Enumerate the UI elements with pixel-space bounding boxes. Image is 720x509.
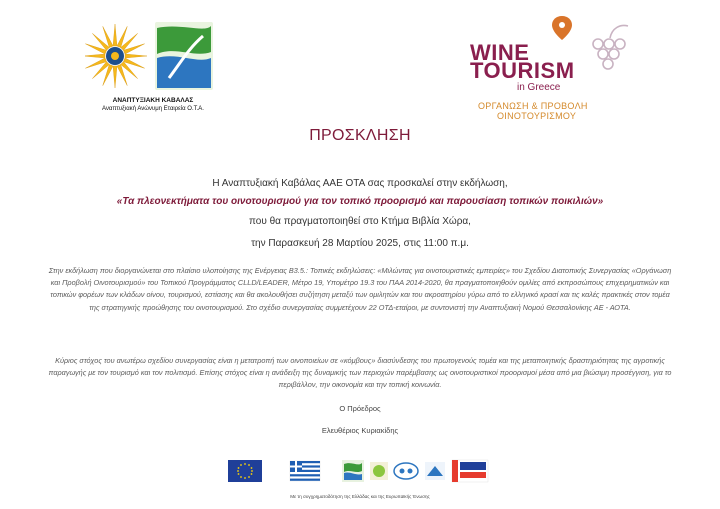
footer-note: Με τη συγχρηματοδότηση της Ελλάδας και της Ευρωπαϊκής Ένωσης bbox=[290, 494, 430, 499]
organization-subtitle: Αναπτυξιακή Ανώνυμη Εταιρεία Ο.Τ.Α. bbox=[102, 106, 204, 112]
espa-logo-icon bbox=[452, 460, 488, 482]
intro-line: Η Αναπτυξιακή Καβάλας ΑΑΕ ΟΤΑ σας προσκαλεί στην εκδήλωση, bbox=[212, 178, 508, 189]
organization-name: ΑΝΑΠΤΥΞΙΑΚΗ ΚΑΒΑΛΑΣ bbox=[112, 97, 194, 104]
wine-logo-line2: TOURISM bbox=[470, 58, 575, 83]
funding-logos bbox=[228, 458, 490, 486]
event-title: «Τα πλεονεκτήματα του οινοτουρισμού για τον τοπικό προορισμό και παρουσίαση τοπικών ποικιλιών» bbox=[116, 196, 604, 207]
leader-mark-icon bbox=[155, 22, 213, 90]
partner-logo-icon bbox=[394, 463, 418, 479]
vergina-sun-icon bbox=[85, 24, 147, 88]
map-pin-icon bbox=[552, 16, 572, 40]
signature-role: Ο Πρόεδρος bbox=[339, 404, 381, 413]
partner-logo-2-icon bbox=[425, 462, 445, 480]
body-paragraph-1: Στην εκδήλωση που διοργανώνεται στο πλαίσιο υλοποίησης της Ενέργειας Β3.5.: Τοπικές εκδηλώσεις: «Μιλώντας για οινοτουριστικές εμπειρίες» του Σχεδίου Διατοπικής Συνεργασίας «Οργάνωση και Προβολή Οινοτουρισμού» του Τοπικού Προγράμματος CLLD/LEADER, Μέτρο 19, Υπομέτρο 19.3 του ΠΑΑ 2014-2020, θα πραγματοποιηθούν ομιλίες από εκπροσώπους επιχειρηματικών και τοπικών φορέων των κλάδων οίνου, τουρισμού, εστίασης και θα ακολουθήσει συζήτηση μεταξύ των ομιλητών και του ακροατηρίου γύρω από το ελληνικό κρασί και τις καλές πρακτικές στον τομέα της στρατηγικής προώθησης του οινοτουρισμού. Στο σχέδιο συνεργασίας συμμετέχουν 22 ΟΤΔ-εταίροι, με συντονιστή την Αναπτυξιακή Νομού Θεσσαλονίκης ΑΕ - ΑΟΤΑ. bbox=[48, 266, 672, 312]
body-paragraph-2: Κύριος στόχος του ανωτέρω σχεδίου συνεργασίας είναι η μετατροπή των οινοποιείων σε «κόμβους» διασύνδεσης του πρωτογενούς τομέα και της μεταποιητικής δραστηριότητας της αγροτικής παραγωγής με τον τουρισμό και τον πολιτισμό. Επίσης στόχος είναι η ανάδειξη της δυναμικής των περιοχών παρέμβασης ως οινοτουριστικοί προορισμοί μέσα από μια βιώσιμη προσέγγιση, για το περιβάλλον, την οικονομία και την τοπική κοινωνία. bbox=[48, 356, 672, 390]
wine-logo-line3: in Greece bbox=[517, 82, 561, 93]
wine-logo-line1: WINE bbox=[470, 40, 530, 65]
grapes-icon bbox=[593, 26, 628, 70]
development-agency-logo bbox=[85, 18, 220, 98]
signature-name: Ελευθέριος Κυριακίδης bbox=[321, 426, 399, 435]
document-title: ΠΡΟΣΚΛΗΣΗ bbox=[309, 127, 411, 144]
date-line: την Παρασκευή 28 Μαρτίου 2025, στις 11:00 π.μ. bbox=[251, 238, 469, 249]
greek-flag-icon bbox=[290, 461, 320, 481]
venue-line: που θα πραγματοποιηθεί στο Κτήμα Βιβλία Χώρα, bbox=[249, 216, 471, 227]
leader-logo-icon bbox=[342, 460, 364, 482]
wine-logo-tagline2: ΟΙΝΟΤΟΥΡΙΣΜΟΥ bbox=[497, 111, 577, 121]
eu-flag-icon bbox=[228, 460, 262, 482]
region-logo-icon bbox=[370, 462, 388, 480]
wine-logo-tagline1: ΟΡΓΑΝΩΣΗ & ΠΡΟΒΟΛΗ bbox=[478, 101, 588, 111]
